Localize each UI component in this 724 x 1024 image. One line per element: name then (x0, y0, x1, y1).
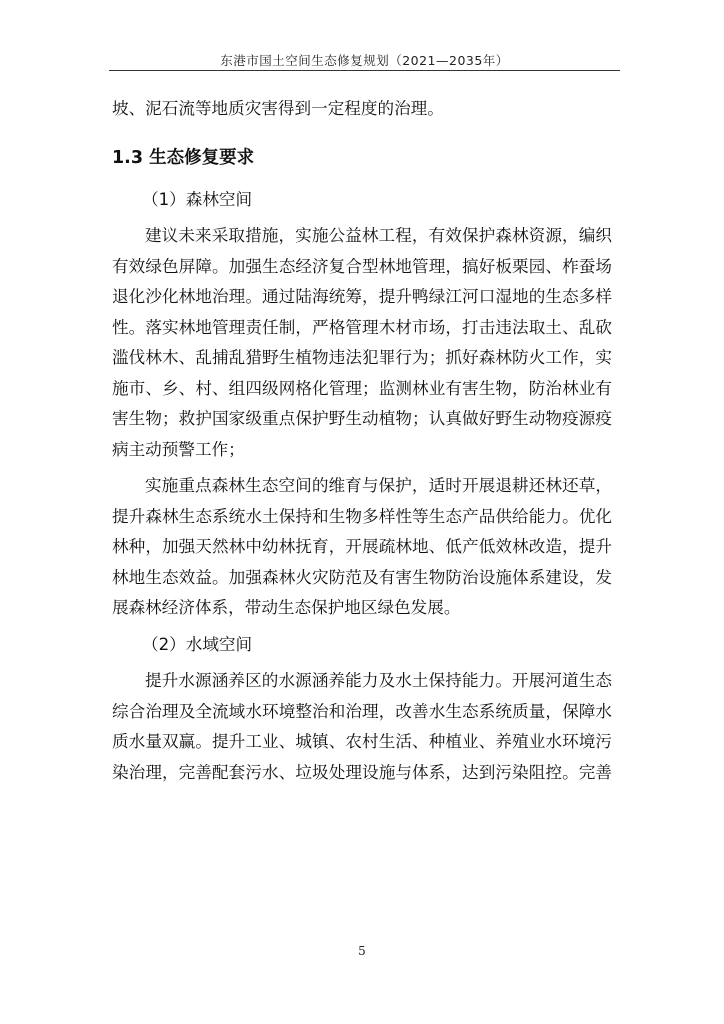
page-number: 5 (358, 944, 366, 958)
paragraph-line: 病主动预警工作； (112, 439, 245, 459)
paragraph-line: 害生物；救护国家级重点保护野生动植物；认真做好野生动物疫源疫 (112, 409, 612, 428)
paragraph-line: 林种，加强天然林中幼林抚育，开展疏林地、低产低效林改造，提升 (112, 537, 612, 556)
water-subheading: （2）水域空间 (142, 634, 253, 654)
paragraph-line: 性。落实林地管理责任制，严格管理木材市场，打击违法取土、乱砍 (112, 317, 612, 337)
header-divider (109, 70, 620, 71)
running-header: 东港市国土空间生态修复规划（2021—2035年） (220, 53, 509, 68)
page-body (112, 94, 612, 794)
paragraph-line: 实施重点森林生态空间的维育与保护，适时开展退耕还林还草， (145, 476, 612, 495)
paragraph-line: 有效绿色屏障。加强生态经济复合型林地管理，搞好板栗园、柞蚕场 (112, 256, 612, 276)
paragraph-line: 施市、乡、村、组四级网格化管理；监测林业有害生物，防治林业有 (112, 378, 612, 398)
paragraph-line: 滥伐林木、乱捕乱猎野生植物违法犯罪行为；抓好森林防火工作，实 (112, 348, 612, 367)
paragraph-line: 提升水源涵养区的水源涵养能力及水土保持能力。开展河道生态 (145, 671, 612, 690)
paragraph-line: 林地生态效益。加强森林火灾防范及有害生物防治设施体系建设，发 (112, 567, 612, 587)
paragraph-line: 建议未来采取措施，实施公益林工程，有效保护森林资源，编织 (145, 226, 612, 245)
forest-paragraph-2 (112, 471, 612, 624)
water-paragraph-1 (112, 666, 612, 788)
intro-paragraph (112, 94, 612, 125)
paragraph-line: 坡、泥石流等地质灾害得到一定程度的治理。 (112, 99, 444, 118)
paragraph-line: 质水量双赢。提升工业、城镇、农村生活、种植业、养殖业水环境污 (112, 732, 612, 751)
forest-subheading: （1）森林空间 (142, 189, 253, 209)
section-heading: 1.3 生态修复要求 (112, 147, 255, 168)
paragraph-line: 展森林经济体系，带动生态保护地区绿色发展。 (112, 598, 461, 617)
paragraph-line: 提升森林生态系统水土保持和生物多样性等生态产品供给能力。优化 (112, 506, 612, 526)
paragraph-line: 综合治理及全流域水环境整治和治理，改善水生态系统质量，保障水 (112, 701, 612, 721)
paragraph-line: 染治理，完善配套污水、垃圾处理设施与体系，达到污染阻控。完善 (112, 762, 612, 782)
forest-paragraph-1 (112, 221, 612, 465)
paragraph-line: 退化沙化林地治理。通过陆海统筹，提升鸭绿江河口湿地的生态多样 (112, 287, 612, 306)
